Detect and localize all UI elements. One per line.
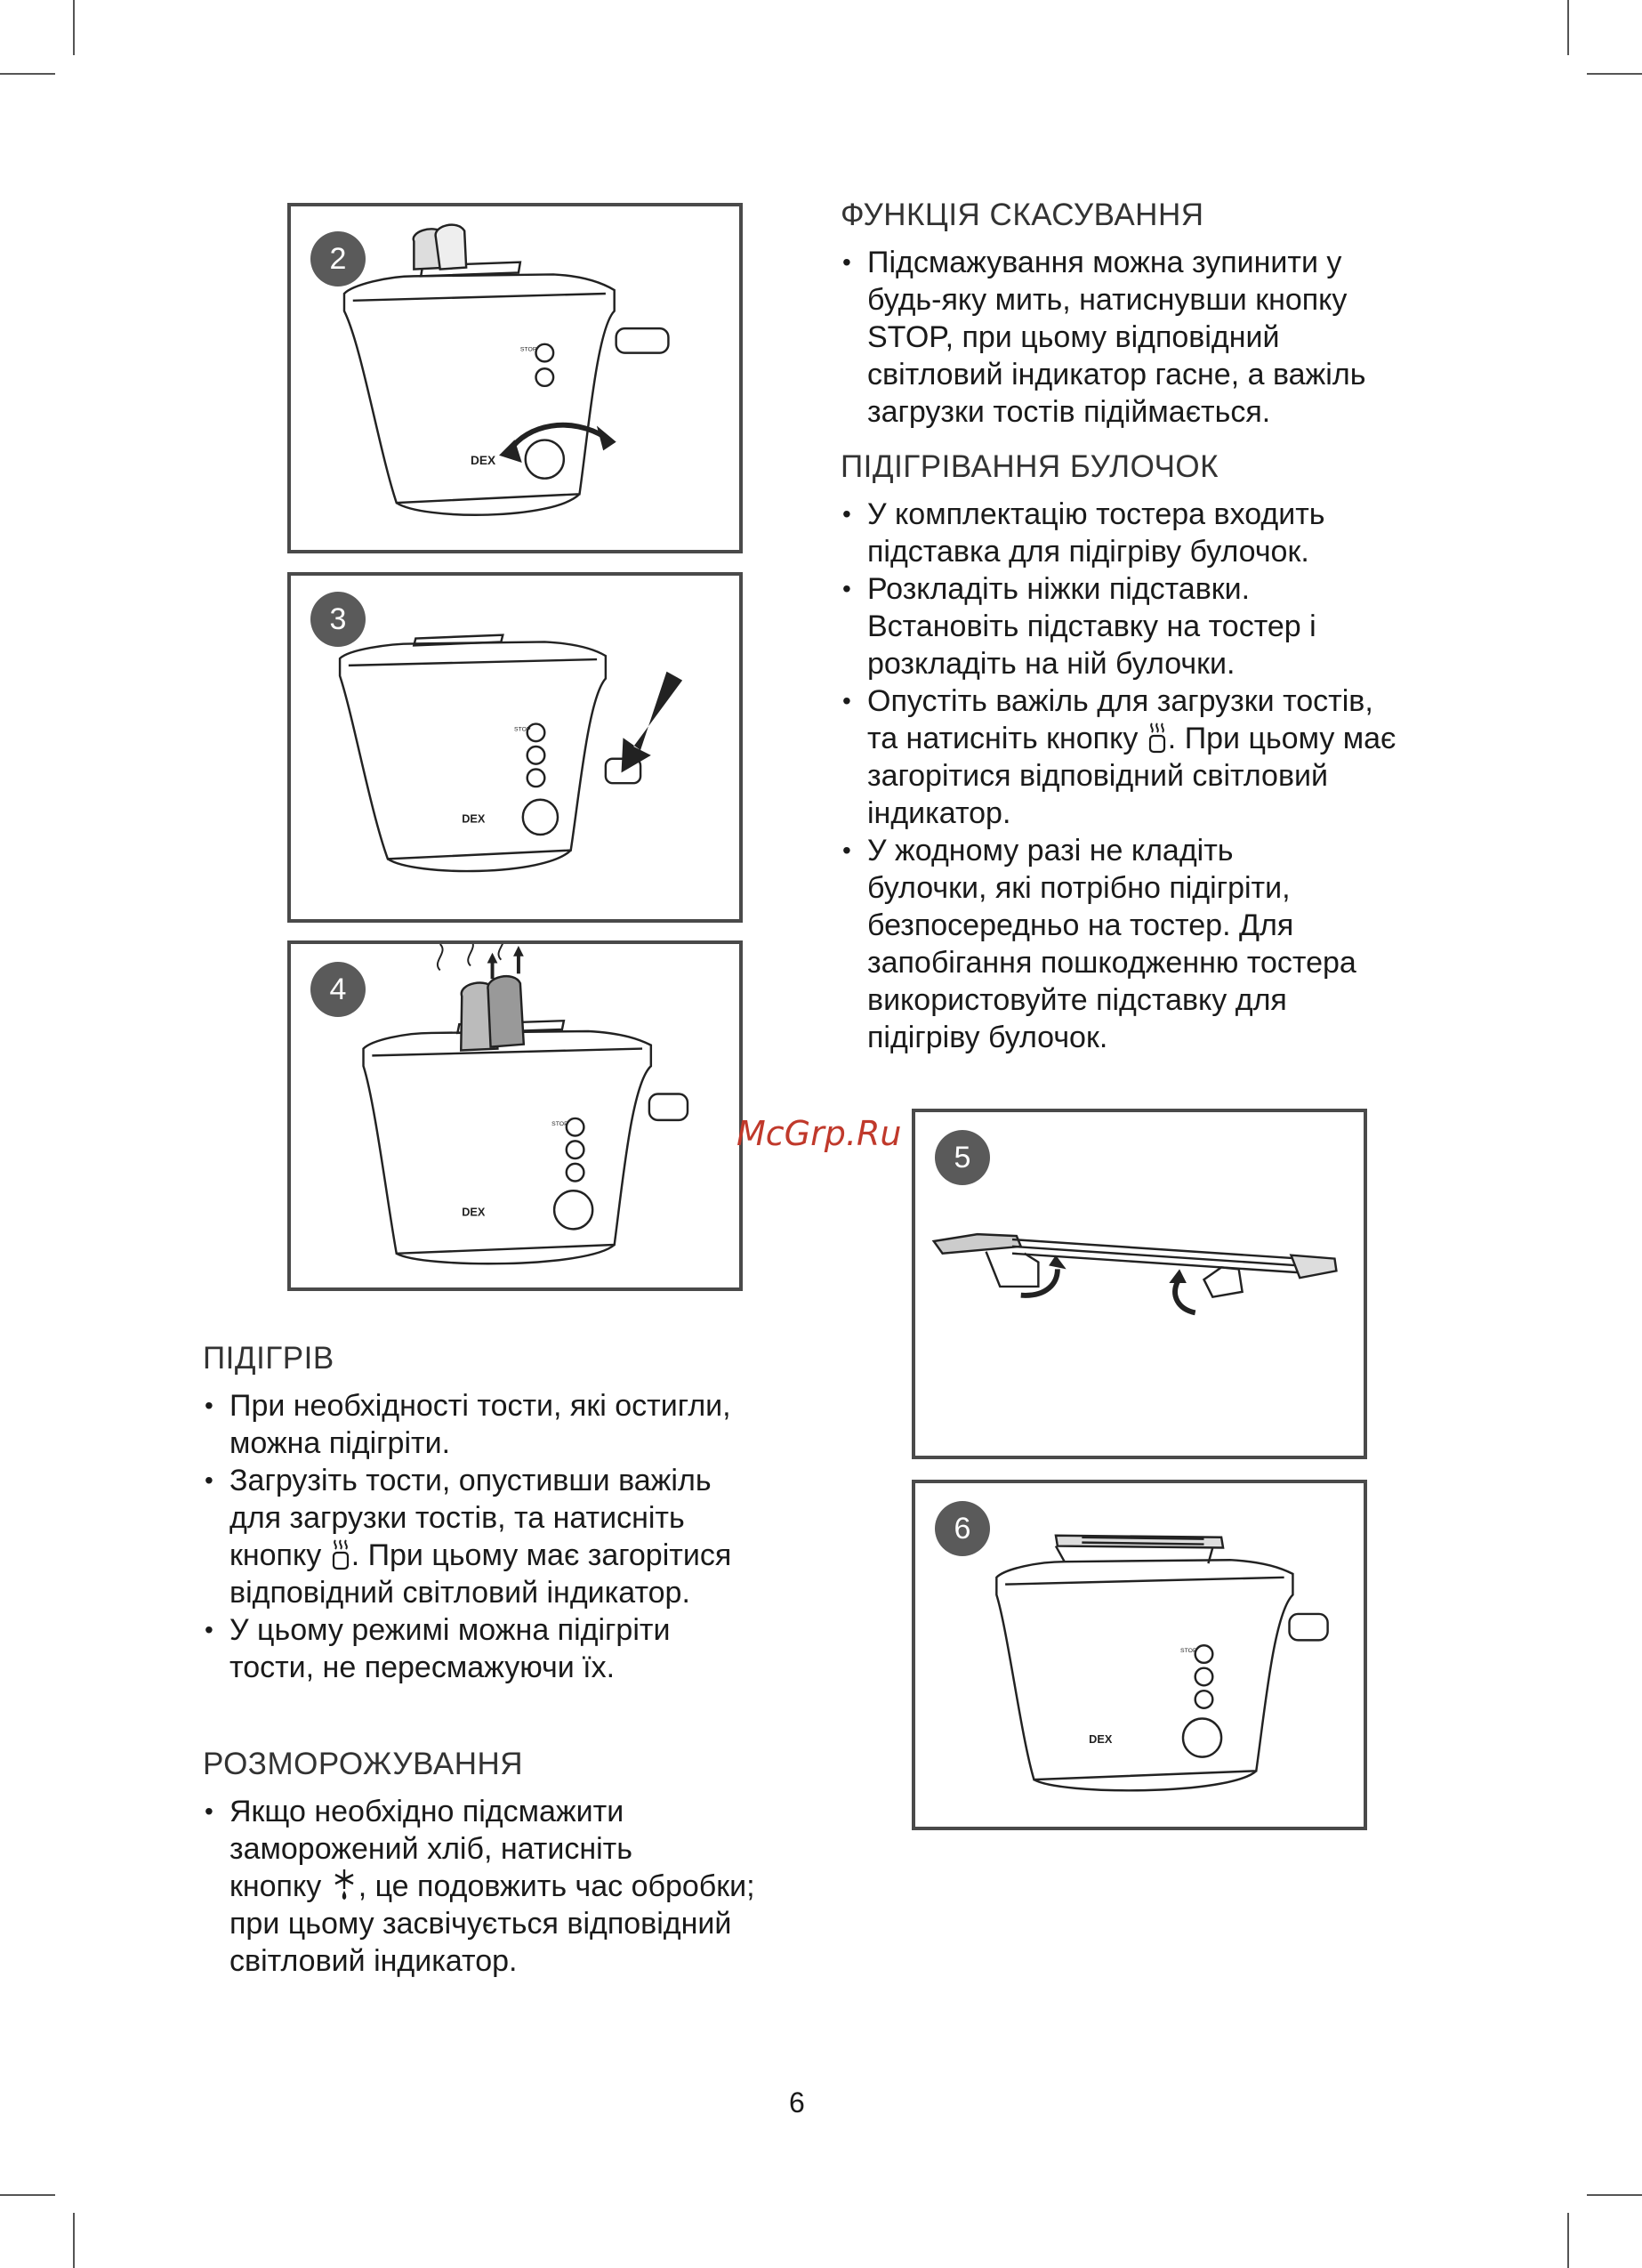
section-heading: РОЗМОРОЖУВАННЯ — [203, 1747, 524, 1781]
figure-number: 3 — [310, 592, 366, 647]
defrost-section — [203, 1747, 825, 1980]
watermark: McGrp.Ru — [736, 1114, 902, 1153]
list-item: • У жодному разі не кладіть булочки, які потрібно підігріти, безпосередньо на тостер. Для запобігання пошкодженню тостера використовуйте підставку для підігріву булочок. — [841, 832, 1481, 1056]
list-item: • Підсмажування можна зупинити у будь-яку мить, натиснувши кнопку STOP, при цьому відповідний світловий індикатор гасне, а важіль загрузки тостів підіймається. — [841, 244, 1481, 431]
toaster-illustration — [291, 206, 739, 550]
crop-mark — [0, 2194, 55, 2196]
crop-mark — [1567, 2213, 1569, 2268]
crop-mark — [0, 73, 55, 75]
page-number: 6 — [789, 2086, 805, 2119]
figure-number: 6 — [935, 1501, 990, 1556]
reheat-icon — [331, 1538, 350, 1570]
figure-4 — [287, 940, 743, 1291]
defrost-icon — [331, 1868, 358, 1901]
list-item: • У цьому режимі можна підігріти тости, не пересмажуючи їх. — [203, 1611, 825, 1686]
figure-number: 4 — [310, 962, 366, 1017]
crop-mark — [73, 0, 75, 55]
toaster-with-rack-illustration — [915, 1483, 1364, 1827]
crop-mark — [1587, 73, 1642, 75]
crop-mark — [1567, 0, 1569, 55]
bun-rack-illustration — [915, 1112, 1364, 1456]
list-item: • У комплектацію тостера входить підставка для підігріву булочок. — [841, 496, 1481, 570]
section-heading: ПІДІГРІВ — [203, 1341, 334, 1376]
figure-6 — [912, 1480, 1367, 1830]
section-heading: ФУНКЦІЯ СКАСУВАННЯ — [841, 198, 1204, 232]
stop-label: STOP — [1180, 1648, 1197, 1655]
toaster-illustration — [291, 944, 739, 1287]
list-item: • При необхідності тости, які остигли, можна підігріти. — [203, 1387, 825, 1462]
reheat-section — [203, 1341, 825, 1686]
crop-mark — [1587, 2194, 1642, 2196]
figure-number: 5 — [935, 1130, 990, 1185]
brand-logo: DEX — [462, 811, 486, 826]
figure-number: 2 — [310, 231, 366, 287]
list-item: • Розкладіть ніжки підставки. Встановіть підставку на тостер і розкладіть на ній булочки. — [841, 570, 1481, 682]
section-heading: ПІДІГРІВАННЯ БУЛОЧОК — [841, 449, 1219, 484]
figure-2 — [287, 203, 743, 553]
figure-5 — [912, 1109, 1367, 1459]
brand-logo: DEX — [471, 453, 496, 467]
brand-logo: DEX — [462, 1205, 486, 1219]
list-item: • Опустіть важіль для загрузки тостів, та натисніть кнопку . При цьому має загорітися відповідний світловий індикатор. — [841, 682, 1481, 832]
stop-label: STOP — [514, 726, 531, 733]
crop-mark — [73, 2213, 75, 2268]
figure-3 — [287, 572, 743, 923]
toaster-illustration — [291, 576, 739, 919]
buns-section — [841, 449, 1481, 1056]
list-item: • Загрузіть тости, опустивши важіль для загрузки тостів, та натисніть кнопку . При цьому має загорітися відповідний світловий індикатор. — [203, 1462, 825, 1611]
reheat-icon — [1147, 722, 1167, 754]
cancel-section — [841, 198, 1481, 431]
brand-logo: DEX — [1089, 1731, 1113, 1746]
stop-label: STOP — [519, 346, 537, 353]
stop-label: STOP — [551, 1120, 568, 1127]
list-item: • Якщо необхідно підсмажити заморожений хліб, натисніть кнопку , це подовжить час обробки; при цьому засвічується відповідний світловий індикатор. — [203, 1793, 825, 1980]
